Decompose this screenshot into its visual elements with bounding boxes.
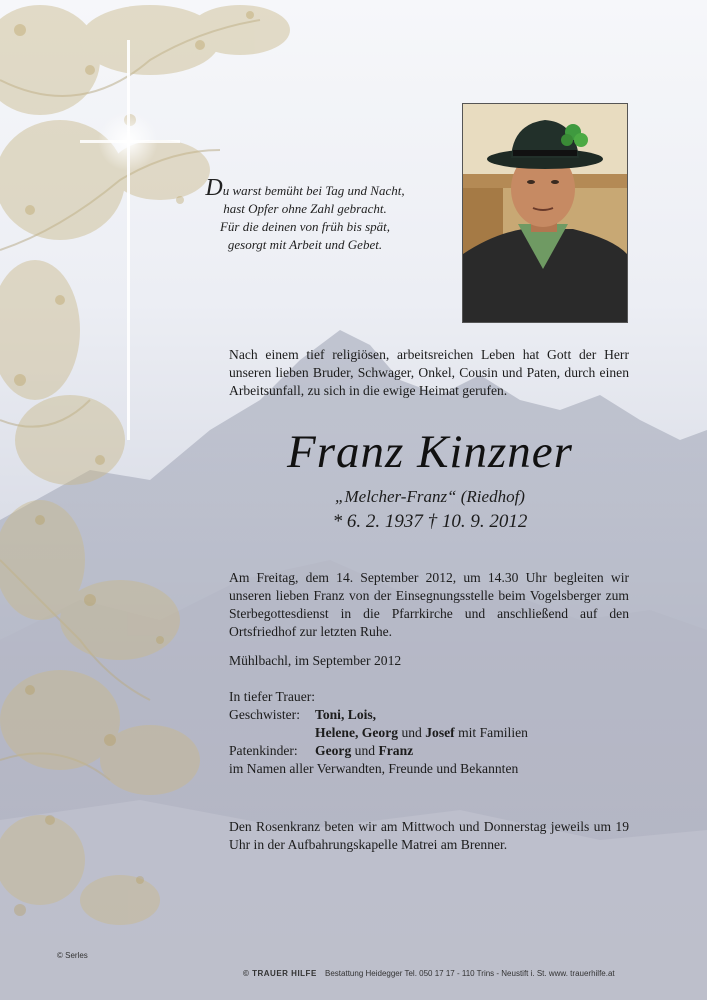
siblings-label: Geschwister: (229, 707, 300, 722)
deceased-name: Franz Kinzner (287, 426, 573, 478)
footer-contact: Bestattung Heidegger Tel. 050 17 17 - 110 Trins - Neustift i. St. www. trauerhilfe.at (325, 969, 615, 978)
godchildren-row: Patenkinder: Georg und Franz (229, 743, 414, 758)
photo-credit: © Serles (57, 951, 88, 960)
siblings-names: Toni, Lois, (315, 707, 377, 722)
light-cross-icon (80, 40, 180, 440)
mourners-block (229, 688, 649, 778)
poem-initial: D (205, 175, 223, 201)
footer (243, 969, 615, 978)
intro-paragraph: Nach einem tief religiösen, arbeitsreichen Leben hat Gott der Herr unseren lieben Bruder, Schwager, Onkel, Cousin und Paten, durch einen Arbeitsunfall, zu sich in die ewige Heimat gerufen. (229, 347, 629, 398)
siblings-row (229, 706, 649, 724)
poem-line: hast Opfer ohne Zahl gebracht. (223, 201, 387, 216)
funeral-paragraph: Am Freitag, dem 14. September 2012, um 14.30 Uhr begleiten wir unseren lieben Franz von der Einsegnungsstelle beim Vogelsberger zum Sterbegottesdienst in die Pfarrkirche und anschließend auf den Ortsfriedhof zur letzten Ruhe. (229, 570, 629, 639)
relatives-line: im Namen aller Verwandten, Freunde und Bekannten (229, 761, 519, 776)
siblings-row-2: Helene, Georg und Josef mit Familien (315, 725, 528, 740)
memorial-poem (190, 175, 420, 254)
poem-line: gesorgt mit Arbeit und Gebet. (227, 237, 383, 252)
poem-line: Du warst bemüht bei Tag und Nacht, (205, 175, 405, 201)
poem-line: Für die deinen von früh bis spät, (219, 219, 391, 234)
place-date: Mühlbachl, im September 2012 (229, 653, 402, 668)
godchildren-label: Patenkinder: (229, 743, 298, 758)
trauerhilfe-logo: © TRAUER HILFE (243, 969, 317, 978)
deceased-nickname: „Melcher-Franz“ (Riedhof) (335, 487, 525, 506)
rosary-paragraph: Den Rosenkranz beten wir am Mittwoch und Donnerstag jeweils um 19 Uhr in der Aufbahrungskapelle Matrei am Brenner. (229, 819, 629, 852)
portrait-photo (462, 103, 628, 323)
life-dates: * 6. 2. 1937 † 10. 9. 2012 (332, 511, 528, 532)
mourners-heading: In tiefer Trauer: (229, 689, 316, 704)
